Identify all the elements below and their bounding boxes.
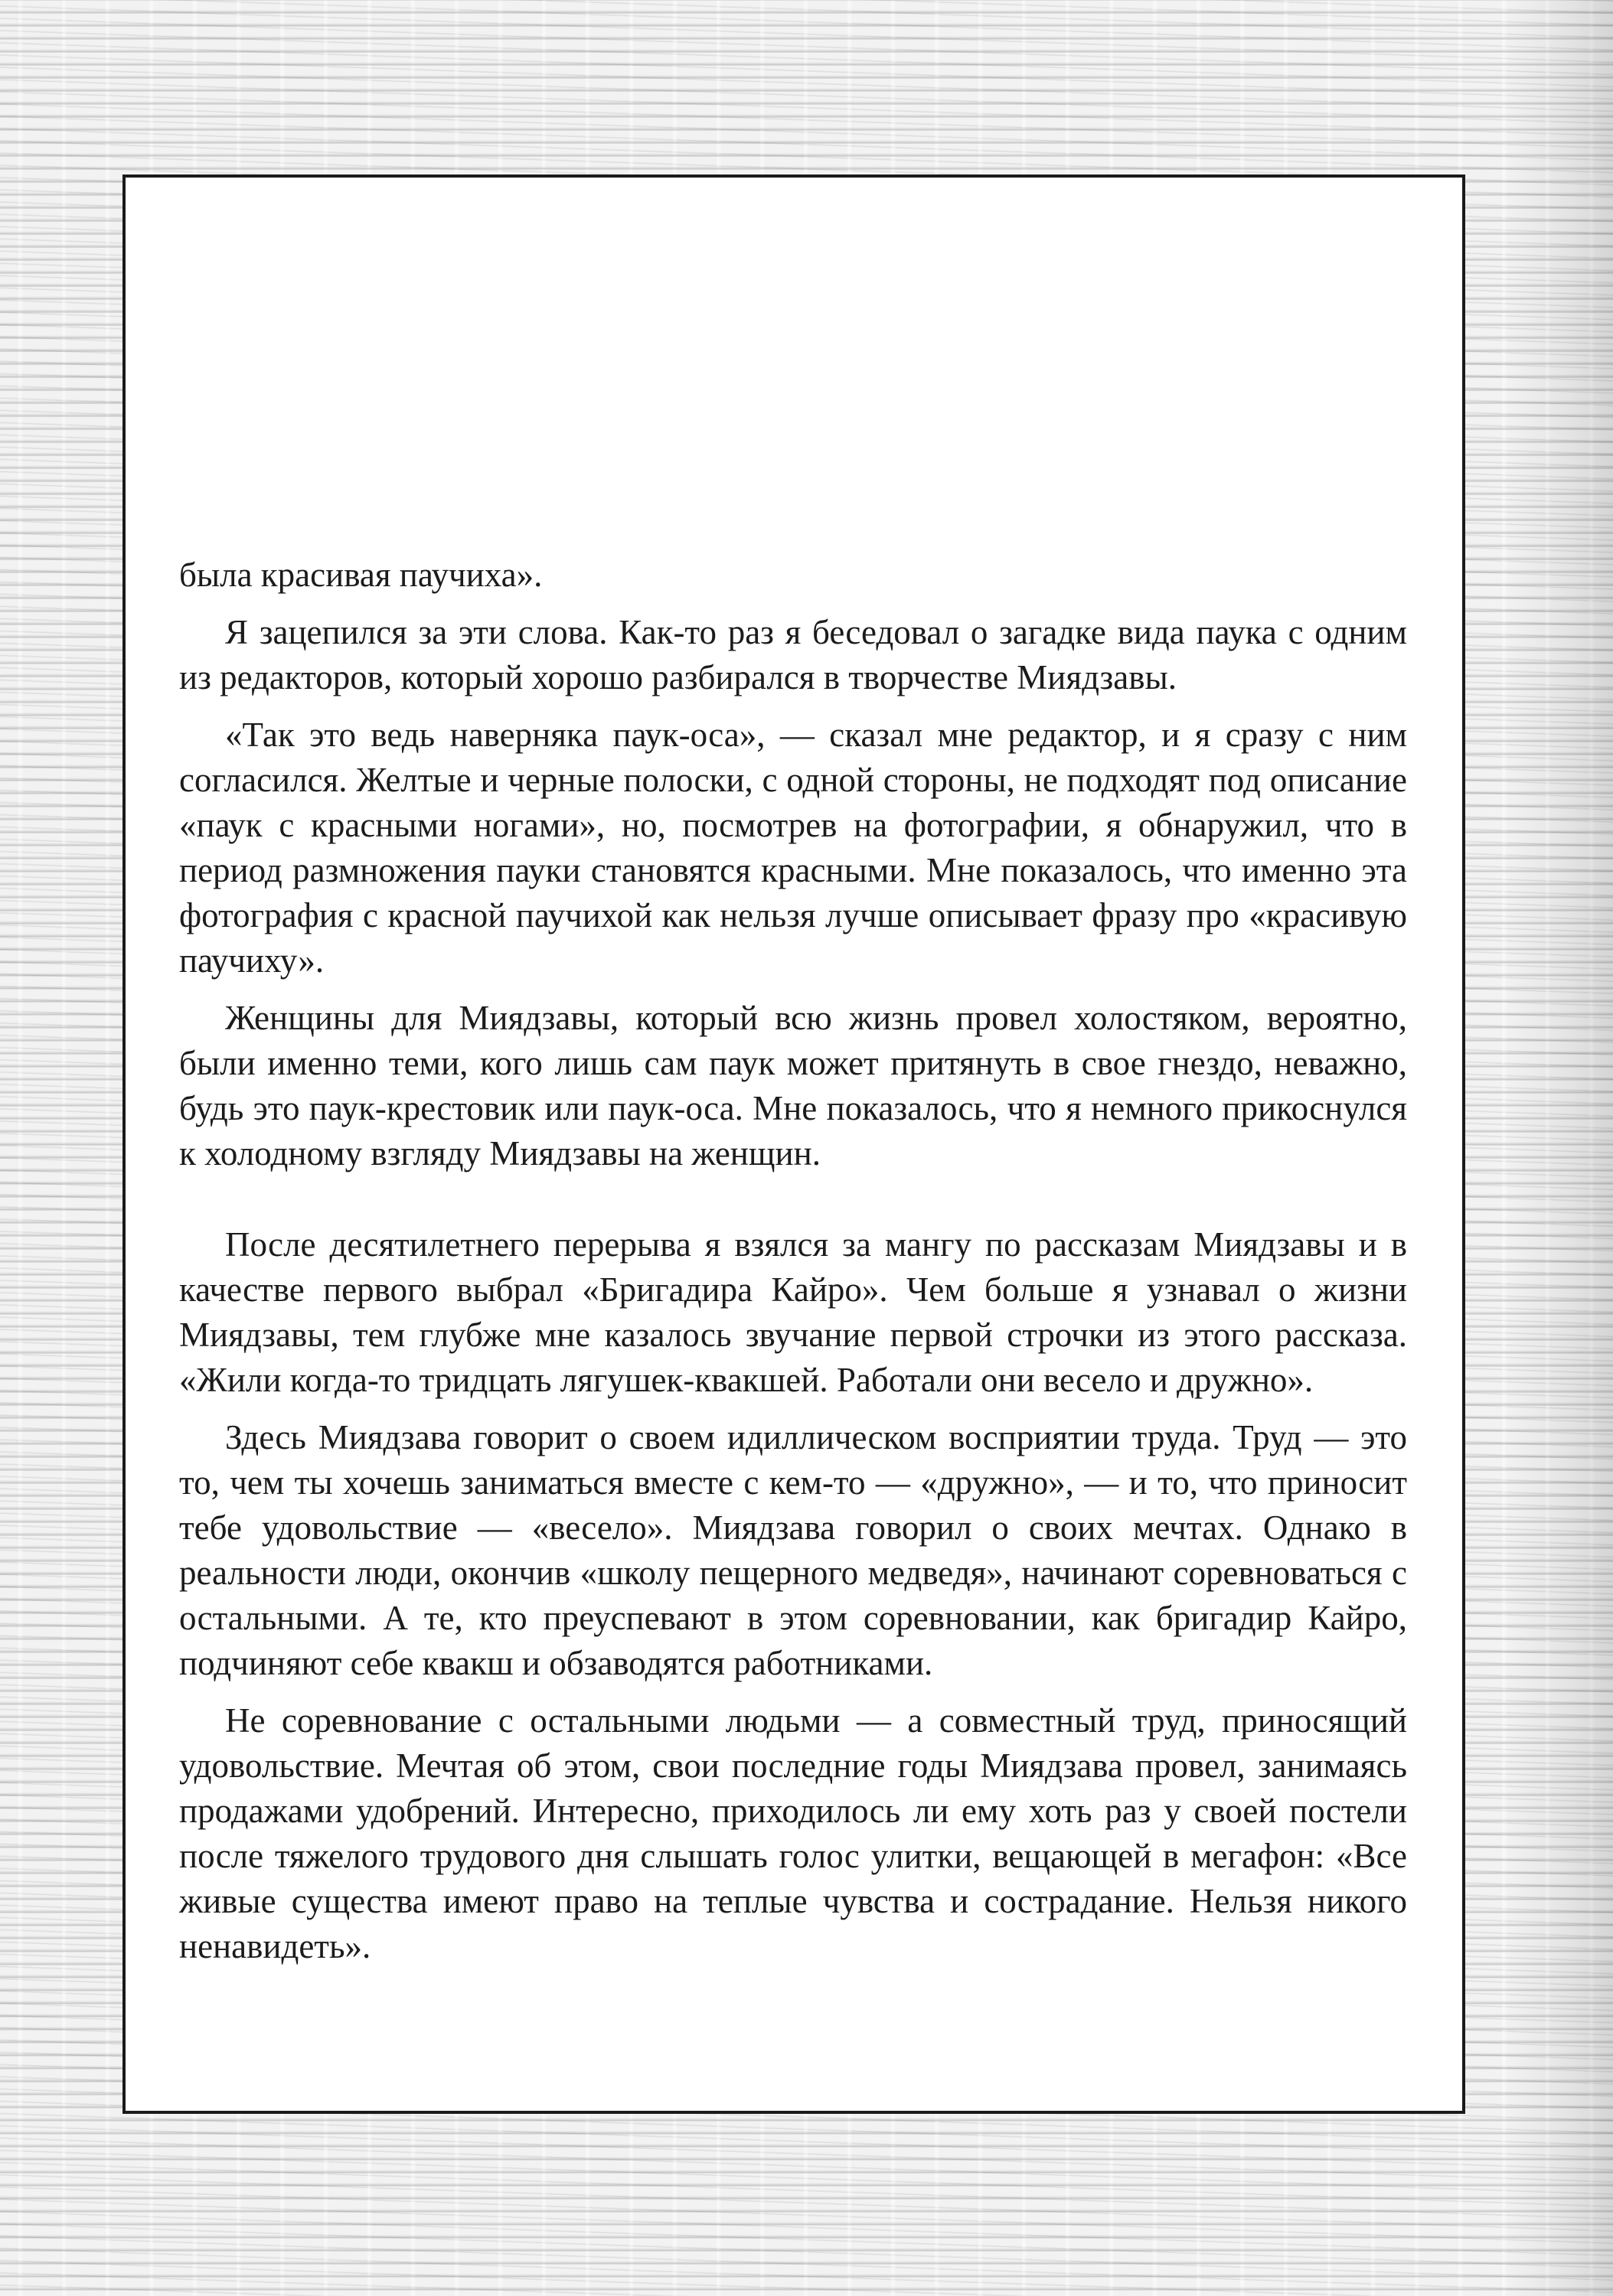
paragraph: «Так это ведь наверняка паук-оса», — сказал мне редактор, и я сразу с ним согласился. Желтые и черные полоски, с одной стороны, не подходят под описание «паук с красными ногами», но, посмотрев на фотографии, я обнаружил, что в период размножения пауки становятся красными. Мне показалось, что именно эта фотография с красной паучихой как нельзя лучше описывает фразу про «красивую паучиху». <box>179 716 1407 980</box>
scan-edge-shadow <box>1506 0 1613 2296</box>
paragraph: Здесь Миядзава говорит о своем идиллическом восприятии труда. Труд — это то, чем ты хочешь заниматься вместе с кем-то — «дружно», — и то, что приносит тебе удовольствие — «весело». Миядзава говорил о своих мечтах. Однако в реальности люди, окончив «школу пещерного медведя», начинают соревноваться с остальными. А те, кто преуспевают в этом соревновании, как бригадир Кайро, подчиняют себе квакш и обзаводятся работниками. <box>179 1418 1407 1682</box>
body-text <box>179 553 1407 1981</box>
paragraph: Не соревнование с остальными людьми — а совместный труд, приносящий удовольствие. Мечтая об этом, свои последние годы Миядзава провел, занимаясь продажами удобрений. Интересно, приходилось ли ему хоть раз у своей постели после тяжелого трудового дня слышать голос улитки, вещающей в мегафон: «Все живые существа имеют право на теплые чувства и сострадание. Нельзя никого ненавидеть». <box>179 1701 1407 1965</box>
paragraph: была красивая паучиха». <box>179 556 543 594</box>
section-break <box>179 1189 1407 1222</box>
paragraph: Женщины для Миядзавы, который всю жизнь провел холостяком, вероятно, были именно теми, кого лишь сам паук может притянуть в свое гнездо, неважно, будь это паук-крестовик или паук-оса. Мне показалось, что я немного прикоснулся к холодному взгляду Миядзавы на женщин. <box>179 999 1407 1172</box>
page-frame <box>122 174 1465 2114</box>
paragraph: Я зацепился за эти слова. Как-то раз я беседовал о загадке вида паука с одним из редакторов, который хорошо разбирался в творчестве Миядзавы. <box>179 613 1407 696</box>
paragraph: После десятилетнего перерыва я взялся за мангу по рассказам Миядзавы и в качестве первого выбрал «Бригадира Кайро». Чем больше я узнавал о жизни Миядзавы, тем глубже мне казалось звучание первой строчки из этого рассказа. «Жили когда-то тридцать лягушек-квакшей. Работали они весело и дружно». <box>179 1225 1407 1399</box>
